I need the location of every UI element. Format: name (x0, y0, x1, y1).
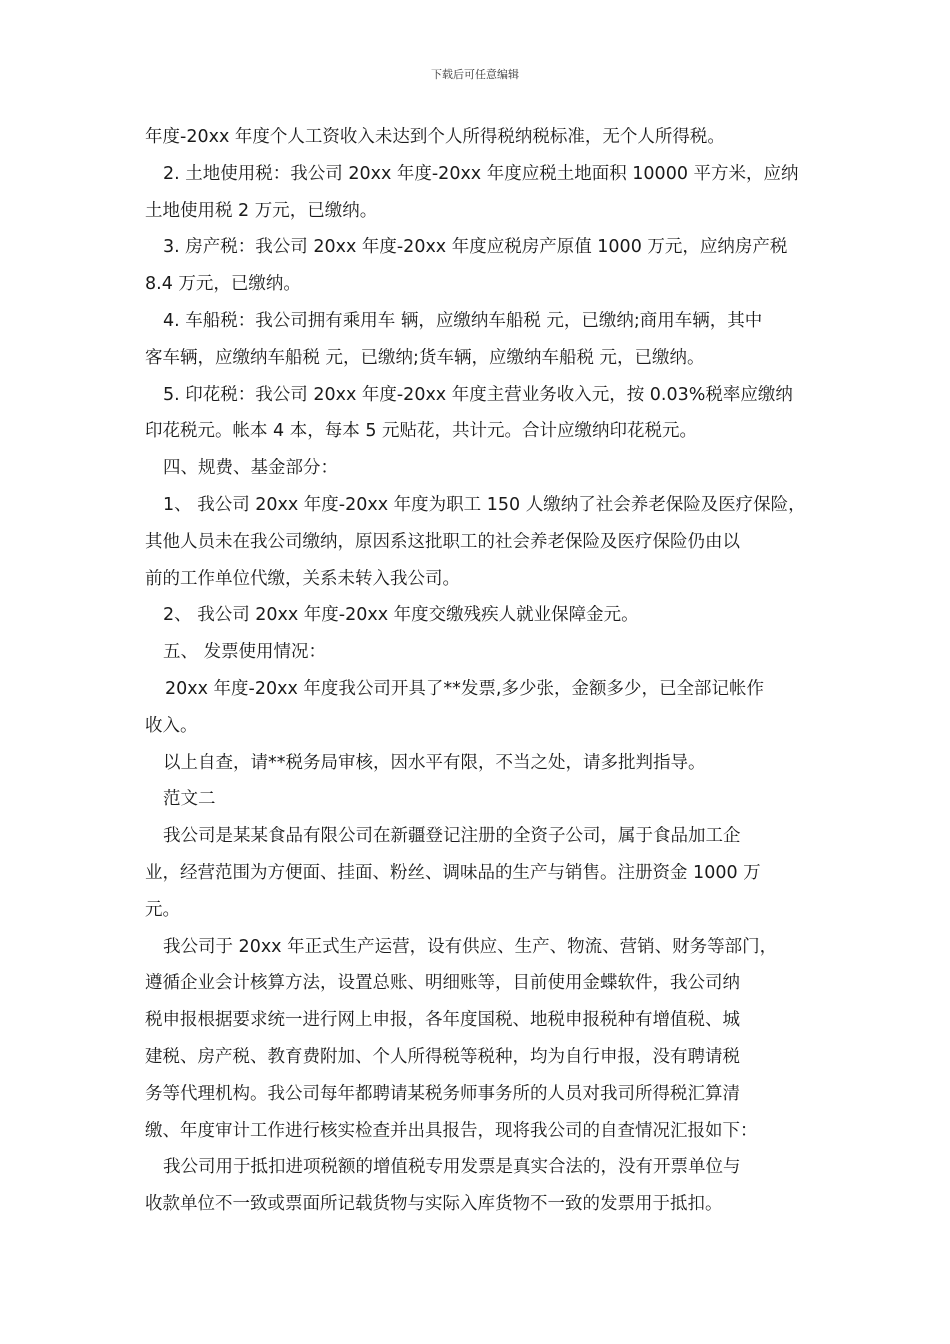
text-line: 土地使用税 2 万元，已缴纳。 (145, 200, 378, 221)
text-line: 前的工作单位代缴，关系未转入我公司。 (145, 568, 460, 589)
text-line: 我公司用于抵扣进项税额的增值税专用发票是真实合法的，没有开票单位与 (163, 1157, 741, 1178)
text-line: 收入。 (145, 715, 198, 736)
text-line: 遵循企业会计核算方法，设置总账、明细账等，目前使用金蝶软件，我公司纳 (145, 973, 740, 994)
text-line: 印花税元。帐本 4 本，每本 5 元贴花，共计元。合计应缴纳印花税元。 (145, 421, 698, 442)
text-line: 以上自查，请**税务局审核，因水平有限，不当之处，请多批判指导。 (163, 752, 706, 773)
text-line: 2. 土地使用税：我公司 20xx 年度-20xx 年度应税土地面积 10000 平方米，应纳 (163, 163, 799, 184)
section-heading: 范文二 (163, 789, 216, 810)
text-line: 其他人员未在我公司缴纳，原因系这批职工的社会养老保险及医疗保险仍由以 (145, 531, 740, 552)
text-line: 20xx 年度-20xx 年度我公司开具了**发票,多少张，金额多少，已全部记帐作 (165, 678, 764, 699)
text-line: 8.4 万元，已缴纳。 (145, 274, 301, 295)
text-line: 客车辆，应缴纳车船税 元，已缴纳;货车辆，应缴纳车船税 元，已缴纳。 (145, 347, 705, 368)
text-line: 我公司是某某食品有限公司在新疆登记注册的全资子公司，属于食品加工企 (163, 826, 741, 847)
text-line: 收款单位不一致或票面所记载货物与实际入库货物不一致的发票用于抵扣。 (145, 1194, 723, 1215)
text-line: 业，经营范围为方便面、挂面、粉丝、调味品的生产与销售。注册资金 1000 万 (145, 862, 761, 883)
text-line: 1、 我公司 20xx 年度-20xx 年度为职工 150 人缴纳了社会养老保险及医疗保险， (163, 494, 806, 515)
text-line: 年度-20xx 年度个人工资收入未达到个人所得税纳税标准，无个人所得税。 (145, 127, 725, 147)
section-heading: 五、 发票使用情况： (163, 642, 327, 663)
text-line: 3. 房产税：我公司 20xx 年度-20xx 年度应税房产原值 1000 万元，应纳房产税 (163, 237, 788, 258)
text-line: 元。 (145, 899, 180, 920)
text-line: 5. 印花税：我公司 20xx 年度-20xx 年度主营业务收入元，按 0.03%税率应缴纳 (163, 384, 793, 405)
text-line: 税申报根据要求统一进行网上申报，各年度国税、地税申报税种有增值税、城 (145, 1010, 740, 1031)
page-header: 下载后可任意编辑 (431, 68, 519, 81)
text-line: 务等代理机构。我公司每年都聘请某税务师事务所的人员对我司所得税汇算清 (145, 1083, 740, 1104)
section-heading: 四、规费、基金部分： (163, 458, 338, 479)
text-line: 我公司于 20xx 年正式生产运营，设有供应、生产、物流、营销、财务等部门， (163, 936, 778, 957)
text-line: 建税、房产税、教育费附加、个人所得税等税种，均为自行申报，没有聘请税 (145, 1046, 740, 1067)
text-line: 4. 车船税：我公司拥有乘用车 辆，应缴纳车船税 元，已缴纳;商用车辆，其中 (163, 310, 763, 331)
text-line: 缴、年度审计工作进行核实检查并出具报告，现将我公司的自查情况汇报如下： (145, 1120, 758, 1141)
text-line: 2、 我公司 20xx 年度-20xx 年度交缴残疾人就业保障金元。 (163, 605, 639, 626)
document-body (145, 119, 807, 1223)
